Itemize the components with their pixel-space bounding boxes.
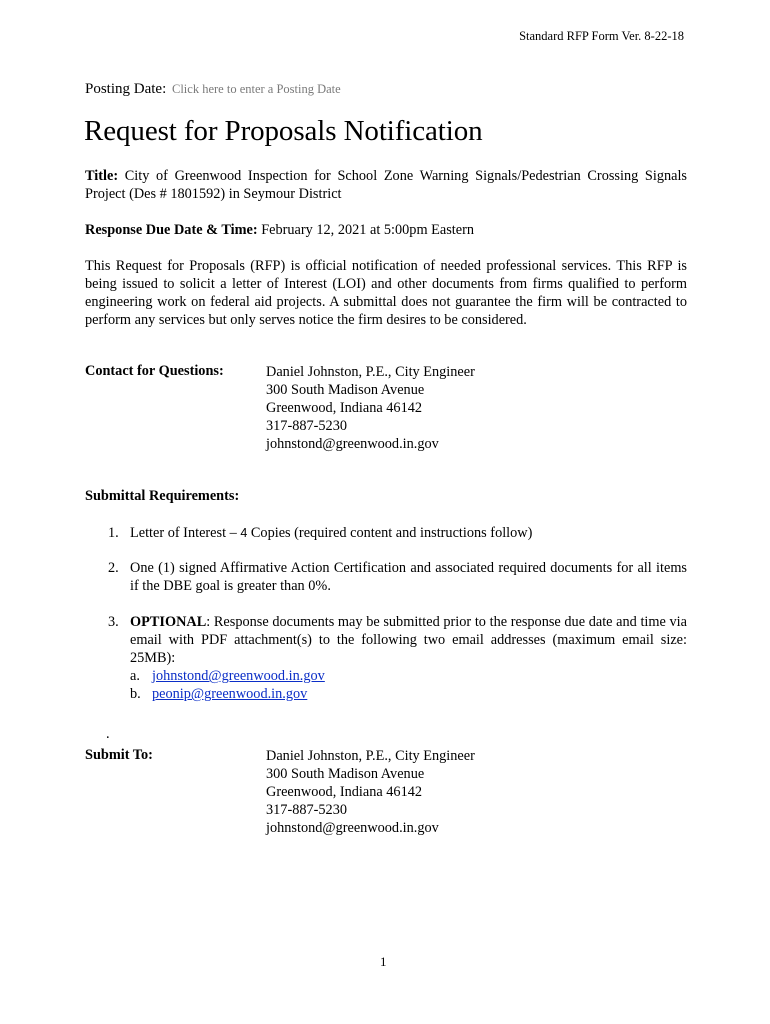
optional-label: OPTIONAL: [130, 614, 207, 630]
posting-date-label: Posting Date:: [85, 81, 167, 97]
submit-to-label: Submit To:: [85, 747, 153, 763]
form-version-reference: Standard RFP Form Ver. 8-22-18: [519, 29, 684, 43]
requirement-number: 3.: [108, 614, 119, 630]
contact-name: Daniel Johnston, P.E., City Engineer: [266, 364, 475, 380]
posting-date-field[interactable]: Click here to enter a Posting Date: [172, 82, 341, 96]
email-item-b: [130, 685, 687, 703]
submit-phone: 317-887-5230: [266, 802, 348, 818]
requirement-text: : Response documents may be submitted prior to the response due date and time via email with PDF attachment(s) to the following two email addresses (maximum email size: 25MB):: [130, 614, 687, 666]
project-title-block: [85, 167, 687, 203]
project-title-text: City of Greenwood Inspection for School Zone Warning Signals/Pedestrian Crossing Signals Project (Des # 1801592) in Seymour District: [85, 168, 687, 202]
submit-street: 300 South Madison Avenue: [266, 766, 425, 782]
email-link-peonip[interactable]: peonip@greenwood.in.gov: [152, 686, 308, 702]
requirement-item-1: [108, 524, 687, 542]
contact-address: [266, 363, 475, 453]
contact-city: Greenwood, Indiana 46142: [266, 400, 423, 416]
project-title-label: Title:: [85, 168, 119, 184]
submit-to-address: [266, 747, 475, 837]
response-due-block: [85, 221, 687, 239]
requirement-text: One (1) signed Affirmative Action Certification and associated required documents for all items if the DBE goal is greater than 0%.: [130, 560, 687, 594]
submit-name: Daniel Johnston, P.E., City Engineer: [266, 748, 475, 764]
response-due-label: Response Due Date & Time:: [85, 222, 258, 238]
submit-email: johnstond@greenwood.in.gov: [266, 820, 439, 836]
response-due-value: February 12, 2021 at 5:00pm Eastern: [261, 222, 475, 238]
requirement-item-3: [108, 613, 687, 703]
requirement-item-2: [108, 559, 687, 595]
submit-city: Greenwood, Indiana 46142: [266, 784, 423, 800]
submittal-requirements-label: Submittal Requirements:: [85, 488, 240, 504]
posting-date-row: [85, 81, 341, 98]
contact-email: johnstond@greenwood.in.gov: [266, 436, 439, 452]
email-list: [130, 667, 687, 703]
requirement-copy-count: 4: [240, 526, 248, 540]
stray-period: .: [106, 726, 110, 742]
contact-street: 300 South Madison Avenue: [266, 382, 425, 398]
email-letter: b.: [130, 686, 141, 702]
requirement-text-cont: Copies (required content and instructions follow): [247, 525, 533, 541]
requirement-number: 2.: [108, 560, 119, 576]
email-item-a: [130, 667, 687, 685]
contact-label: Contact for Questions:: [85, 363, 224, 379]
page-number: 1: [380, 954, 387, 969]
email-letter: a.: [130, 668, 140, 684]
page-title: Request for Proposals Notification: [84, 115, 483, 147]
requirement-number: 1.: [108, 525, 119, 541]
intro-paragraph: This Request for Proposals (RFP) is official notification of needed professional services. This RFP is being issued to solicit a letter of Interest (LOI) and other documents from firms qualified to perform engineering work on federal aid projects. A submittal does not guarantee the firm will be contracted to perform any services but only serves notice the firm desires to be considered.: [85, 258, 687, 328]
requirement-text: Letter of Interest –: [130, 525, 241, 541]
email-link-johnstond[interactable]: johnstond@greenwood.in.gov: [152, 668, 325, 684]
contact-phone: 317-887-5230: [266, 418, 348, 434]
